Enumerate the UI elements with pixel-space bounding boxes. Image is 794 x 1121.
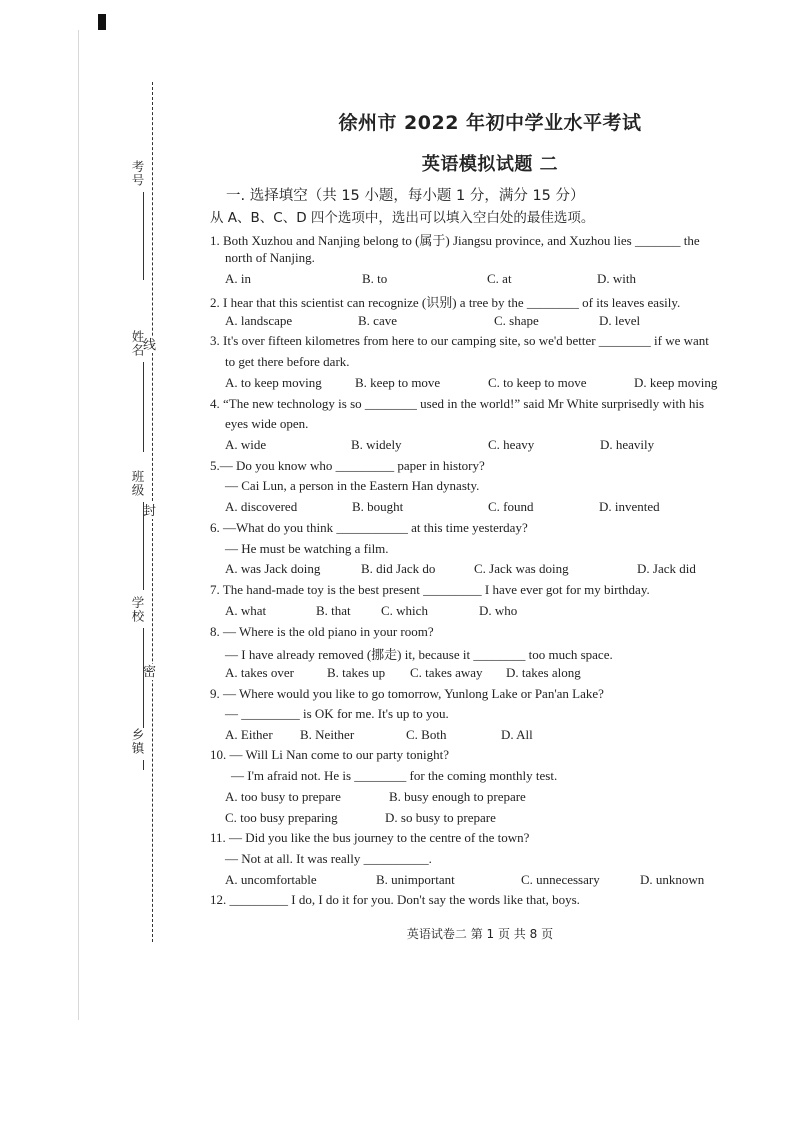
question-6-stem-cont: — He must be watching a film. xyxy=(225,541,389,556)
question-6-option-c[interactable]: C. Jack was doing xyxy=(474,561,569,576)
question-4-option-b[interactable]: B. widely xyxy=(351,437,402,452)
question-8-stem: 8. — Where is the old piano in your room? xyxy=(210,624,434,639)
section-heading: 一. 选择填空（共 15 小题，每小题 1 分，满分 15 分） xyxy=(226,188,585,204)
question-5-stem: 5.— Do you know who _________ paper in history? xyxy=(210,458,485,473)
question-1-option-a[interactable]: A. in xyxy=(225,271,251,286)
question-10-option-b[interactable]: B. busy enough to prepare xyxy=(389,789,526,804)
question-7-option-a[interactable]: A. what xyxy=(225,603,267,618)
field-line-school xyxy=(143,628,144,728)
question-11-stem: 11. — Did you like the bus journey to the centre of the town? xyxy=(210,830,530,845)
question-2-option-c[interactable]: C. shape xyxy=(494,313,539,328)
question-10-stem: 10. — Will Li Nan come to our party tonight? xyxy=(210,747,449,762)
question-5-option-c[interactable]: C. found xyxy=(488,499,534,514)
question-11-option-c[interactable]: C. unnecessary xyxy=(521,872,600,887)
question-8-option-a[interactable]: A. takes over xyxy=(225,665,294,680)
question-1-stem-cont: north of Nanjing. xyxy=(225,250,315,265)
question-2-option-b[interactable]: B. cave xyxy=(358,313,397,328)
question-8-option-b[interactable]: B. takes up xyxy=(327,665,386,680)
question-6-option-b[interactable]: B. did Jack do xyxy=(361,561,436,576)
question-9-stem-cont: — _________ is OK for me. It's up to you. xyxy=(225,706,449,721)
question-6-option-d[interactable]: D. Jack did xyxy=(637,561,696,576)
question-5-stem-cont: — Cai Lun, a person in the Eastern Han dynasty. xyxy=(225,478,480,493)
question-5-option-b[interactable]: B. bought xyxy=(352,499,404,514)
question-9-stem: 9. — Where would you like to go tomorrow, Yunlong Lake or Pan'an Lake? xyxy=(210,686,604,701)
page-footer: 英语试卷二 第 1 页 共 8 页 xyxy=(406,927,554,941)
question-6-option-a[interactable]: A. was Jack doing xyxy=(225,561,321,576)
question-3-option-a[interactable]: A. to keep moving xyxy=(225,375,322,390)
question-7-option-b[interactable]: B. that xyxy=(316,603,351,618)
question-11-stem-cont: — Not at all. It was really __________. xyxy=(225,851,432,866)
question-1-stem: 1. Both Xuzhou and Nanjing belong to (属于) Jiangsu province, and Xuzhou lies _______ the xyxy=(210,233,700,248)
question-4-option-d[interactable]: D. heavily xyxy=(600,437,655,452)
question-3-stem: 3. It's over fifteen kilometres from here to our camping site, so we'd better ________ if we want xyxy=(210,333,709,348)
question-3-stem-cont: to get there before dark. xyxy=(225,354,350,369)
field-line-exam-number xyxy=(143,192,144,280)
exam-title: 徐州市 2022 年初中学业水平考试 xyxy=(338,112,642,134)
field-label-name: 姓名 xyxy=(130,330,145,357)
question-8-option-d[interactable]: D. takes along xyxy=(506,665,581,680)
field-line-class xyxy=(143,502,144,590)
question-4-option-a[interactable]: A. wide xyxy=(225,437,267,452)
question-10-stem-cont: — I'm afraid not. He is ________ for the coming monthly test. xyxy=(231,768,558,783)
question-4-option-c[interactable]: C. heavy xyxy=(488,437,535,452)
question-9-option-c[interactable]: C. Both xyxy=(406,727,447,742)
field-line-town xyxy=(143,760,144,770)
question-7-option-d[interactable]: D. who xyxy=(479,603,518,618)
question-11-option-a[interactable]: A. uncomfortable xyxy=(225,872,317,887)
field-label-town: 乡镇 xyxy=(130,728,145,755)
binding-mark-line: 线 xyxy=(143,337,157,352)
question-2-option-a[interactable]: A. landscape xyxy=(225,313,293,328)
question-5-option-d[interactable]: D. invented xyxy=(599,499,660,514)
question-9-option-b[interactable]: B. Neither xyxy=(300,727,355,742)
question-4-stem: 4. “The new technology is so ________ used in the world!” said Mr White surprisedly with his xyxy=(210,396,705,411)
question-3-option-b[interactable]: B. keep to move xyxy=(355,375,441,390)
question-8-option-c[interactable]: C. takes away xyxy=(410,665,483,680)
section-instruction: 从 A、B、C、D 四个选项中，选出可以填入空白处的最佳选项。 xyxy=(210,210,595,226)
question-10-option-d[interactable]: D. so busy to prepare xyxy=(385,810,496,825)
question-6-stem: 6. —What do you think ___________ at this time yesterday? xyxy=(210,520,528,535)
question-7-option-c[interactable]: C. which xyxy=(381,603,428,618)
question-9-option-d[interactable]: D. All xyxy=(501,727,533,742)
question-2-option-d[interactable]: D. level xyxy=(599,313,641,328)
binding-mark-seal: 封 xyxy=(143,503,157,518)
question-7-stem: 7. The hand-made toy is the best present _________ I have ever got for my birthday. xyxy=(210,582,650,597)
binding-mark-secret: 密 xyxy=(143,664,157,679)
question-2-stem: 2. I hear that this scientist can recognize (识别) a tree by the ________ of its leaves easily. xyxy=(210,295,681,310)
question-5-option-a[interactable]: A. discovered xyxy=(225,499,298,514)
exam-subtitle: 英语模拟试题 二 xyxy=(421,154,559,175)
question-1-option-d[interactable]: D. with xyxy=(597,271,636,286)
question-10-option-c[interactable]: C. too busy preparing xyxy=(225,810,338,825)
question-3-option-d[interactable]: D. keep moving xyxy=(634,375,718,390)
page-edge-line xyxy=(78,30,79,1020)
corner-mark xyxy=(98,14,106,30)
question-11-option-b[interactable]: B. unimportant xyxy=(376,872,455,887)
question-10-option-a[interactable]: A. too busy to prepare xyxy=(225,789,341,804)
question-3-option-c[interactable]: C. to keep to move xyxy=(488,375,587,390)
question-11-option-d[interactable]: D. unknown xyxy=(640,872,705,887)
question-9-option-a[interactable]: A. Either xyxy=(225,727,273,742)
question-1-option-c[interactable]: C. at xyxy=(487,271,512,286)
field-label-class: 班级 xyxy=(130,470,145,497)
field-line-name xyxy=(143,362,144,452)
question-1-option-b[interactable]: B. to xyxy=(362,271,388,286)
question-4-stem-cont: eyes wide open. xyxy=(225,416,309,431)
question-12-stem: 12. _________ I do, I do it for you. Don't say the words like that, boys. xyxy=(210,892,580,907)
field-label-exam-number: 考号 xyxy=(130,160,145,187)
question-8-stem-cont: — I have already removed (挪走) it, because it ________ too much space. xyxy=(225,647,613,662)
field-label-school: 学校 xyxy=(130,596,145,623)
